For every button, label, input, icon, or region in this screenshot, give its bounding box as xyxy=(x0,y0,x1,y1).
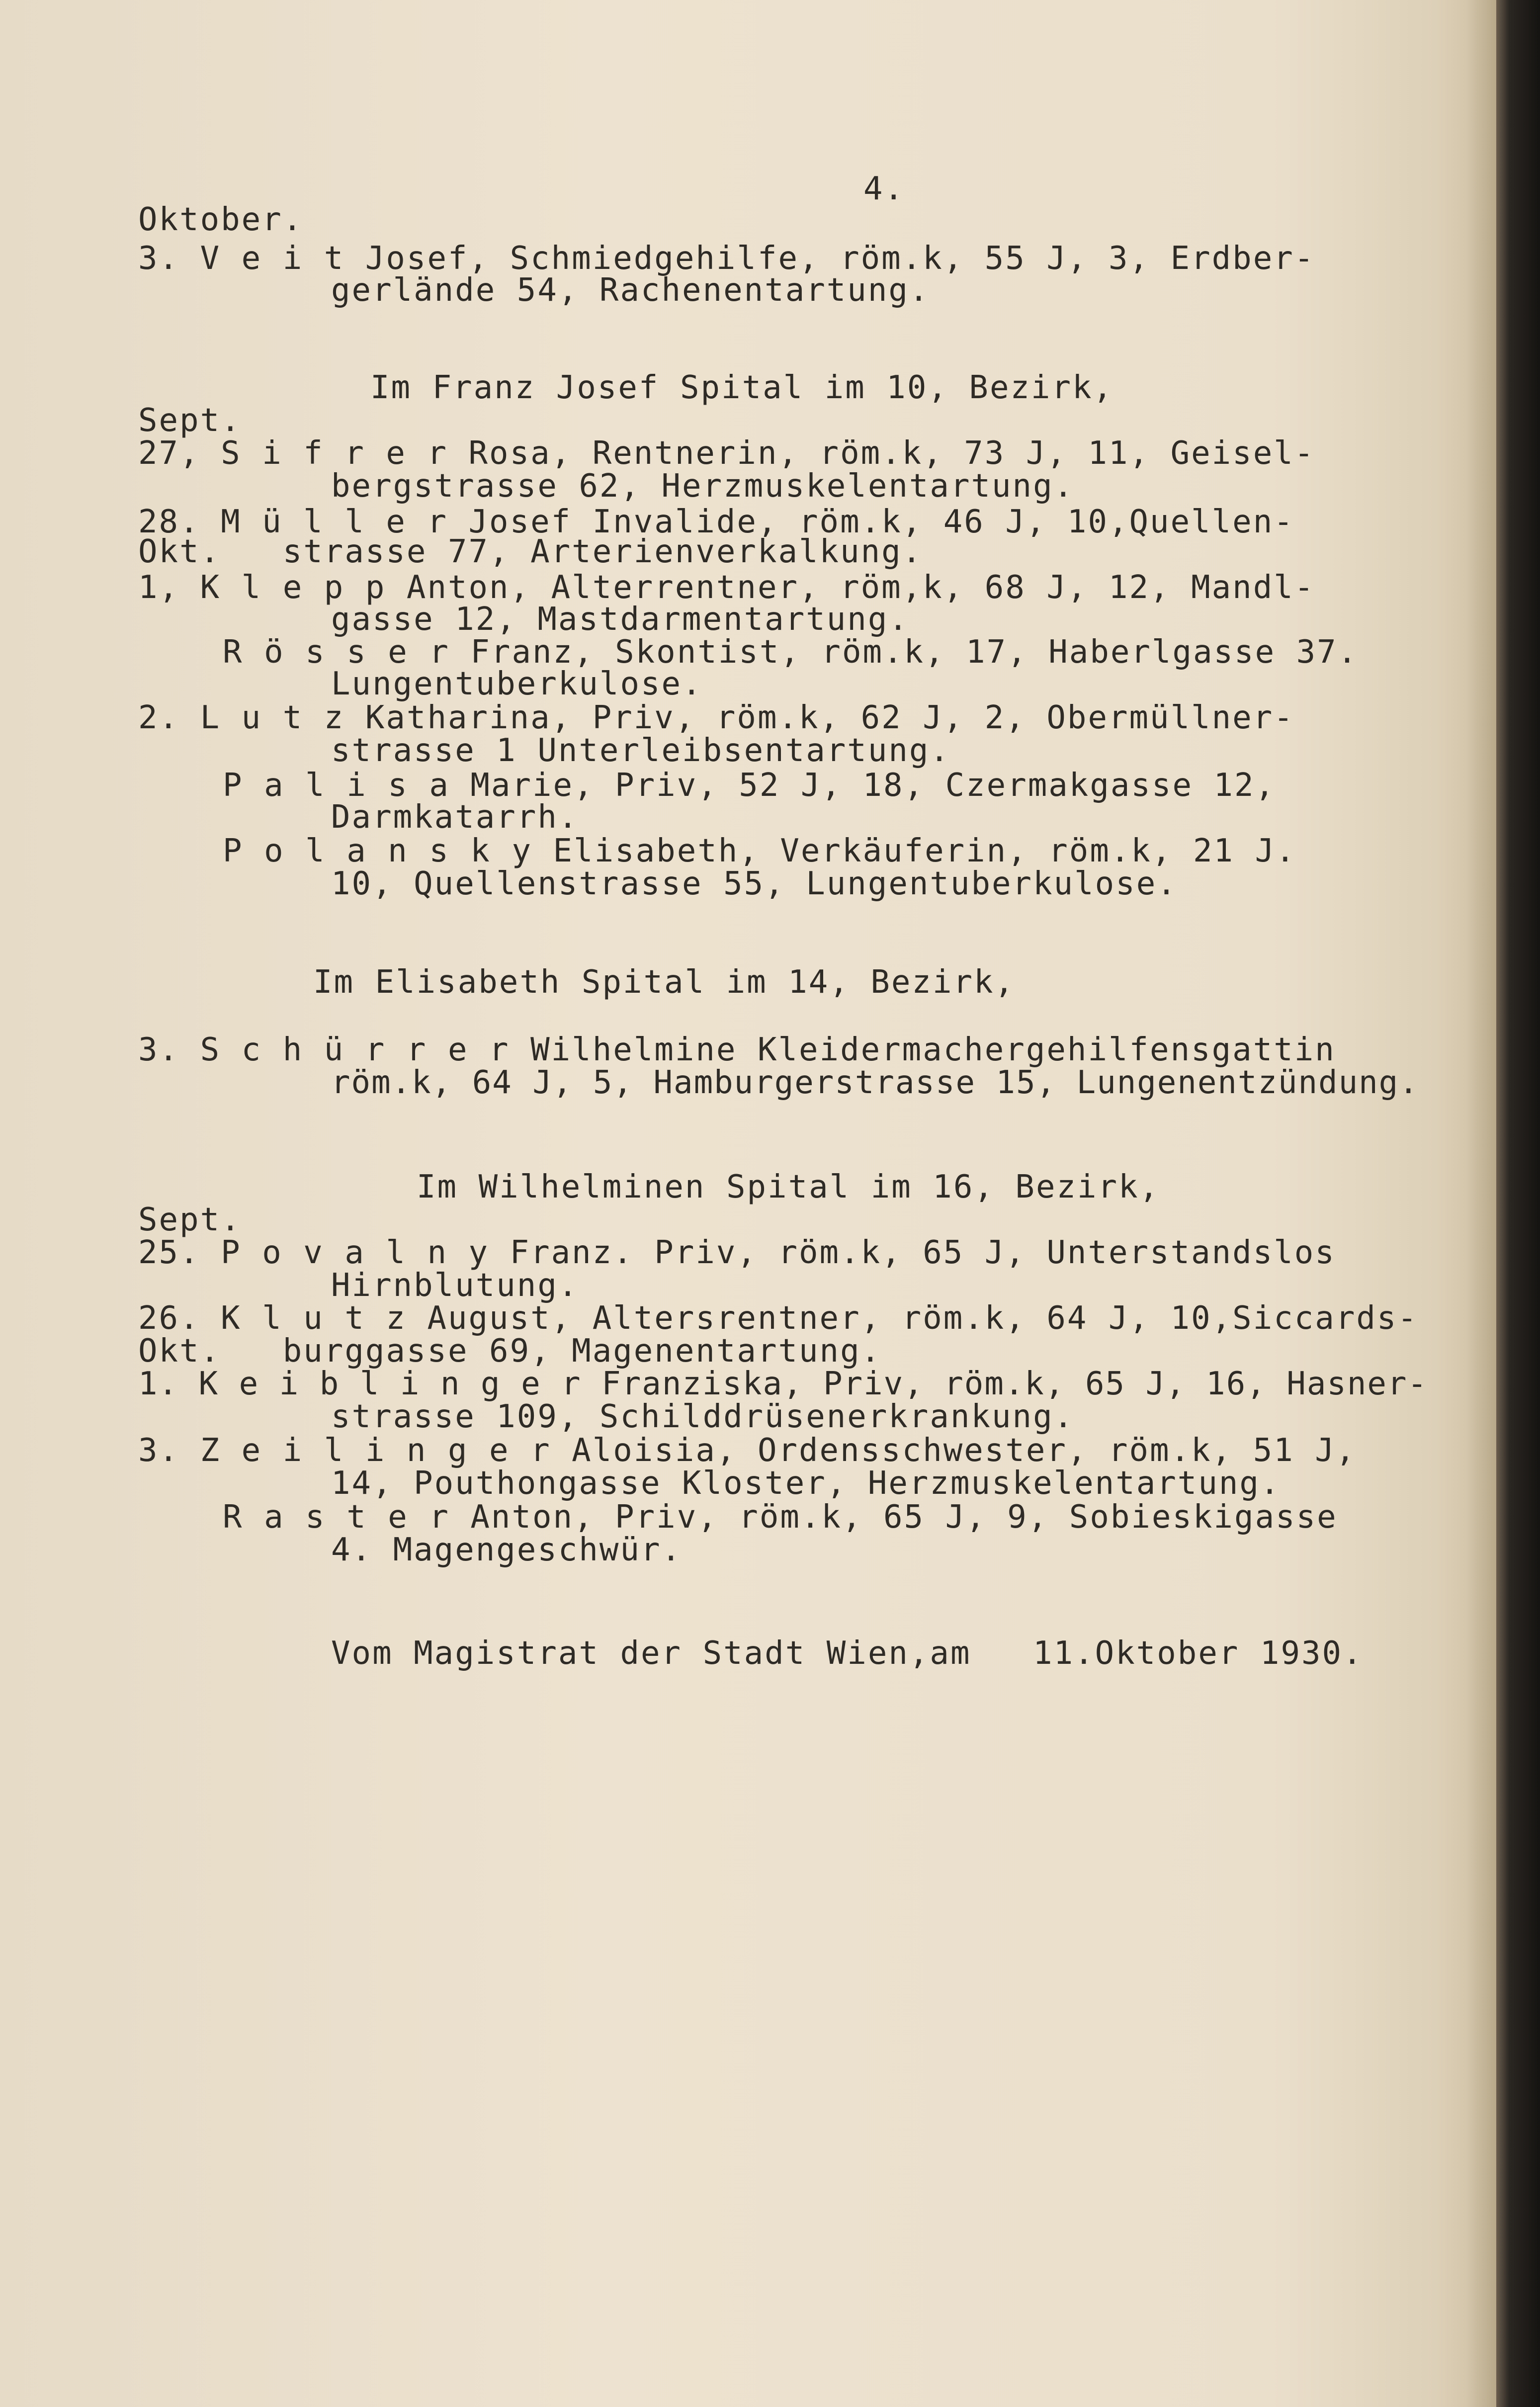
entry-keiblinger: 1. K e i b l i n g e r Franziska, Priv, röm.k, 65 J, 16, Hasner- xyxy=(138,1366,1428,1402)
entry-raster: R a s t e r Anton, Priv, röm.k, 65 J, 9, Sobieskigasse xyxy=(223,1499,1338,1536)
entry-klutz-cont: Okt. burggasse 69, Magenentartung. xyxy=(138,1333,882,1370)
entry-mueller-cont: Okt. strasse 77, Arterienverkalkung. xyxy=(138,533,923,570)
entry-keiblinger-cont: strasse 109, Schilddrüsenerkrankung. xyxy=(331,1398,1075,1435)
book-binding-edge xyxy=(1496,0,1540,2407)
page-number: 4. xyxy=(863,171,905,207)
entry-povalny: 25. P o v a l n y Franz. Priv, röm.k, 65 J, Unterstandslos xyxy=(138,1234,1336,1271)
month-heading-sept-2: Sept. xyxy=(138,1202,242,1238)
entry-lutz-cont: strasse 1 Unterleibsentartung. xyxy=(331,732,950,769)
entry-zeilinger: 3. Z e i l i n g e r Aloisia, Ordensschwester, röm.k, 51 J, xyxy=(138,1432,1357,1469)
entry-zeilinger-cont: 14, Pouthongasse Kloster, Herzmuskelentartung. xyxy=(331,1465,1281,1502)
month-heading-october: Oktober. xyxy=(138,201,304,238)
entry-roesser: R ö s s e r Franz, Skontist, röm.k, 17, Haberlgasse 37. xyxy=(223,634,1359,671)
entry-sifrer: 27, S i f r e r Rosa, Rentnerin, röm.k, 73 J, 11, Geisel- xyxy=(138,435,1315,472)
closing-signature-line: Vom Magistrat der Stadt Wien,am 11.Oktober 1930. xyxy=(331,1635,1364,1672)
section-heading-wilhelminen-spital: Im Wilhelminen Spital im 16, Bezirk, xyxy=(417,1169,1160,1205)
entry-palisa-cont: Darmkatarrh. xyxy=(331,799,579,836)
entry-schuerrer-cont: röm.k, 64 J, 5, Hamburgerstrasse 15, Lungenentzündung. xyxy=(331,1064,1419,1101)
entry-lutz: 2. L u t z Katharina, Priv, röm.k, 62 J, 2, Obermüllner- xyxy=(138,699,1294,736)
entry-klutz: 26. K l u t z August, Altersrentner, röm.k, 64 J, 10,Siccards- xyxy=(138,1300,1418,1337)
entry-veit-cont: gerlände 54, Rachenentartung. xyxy=(331,272,930,309)
entry-raster-cont: 4. Magengeschwür. xyxy=(331,1532,683,1568)
entry-klepp: 1, K l e p p Anton, Alterrentner, röm,k, 68 J, 12, Mandl- xyxy=(138,569,1315,606)
page-edge-shadow xyxy=(1466,0,1496,2407)
section-heading-elisabeth-spital: Im Elisabeth Spital im 14, Bezirk, xyxy=(313,964,1016,1001)
entry-povalny-cont: Hirnblutung. xyxy=(331,1267,579,1304)
entry-polansky: P o l a n s k y Elisabeth, Verkäuferin, röm.k, 21 J. xyxy=(223,833,1296,869)
entry-sifrer-cont: bergstrasse 62, Herzmuskelentartung. xyxy=(331,468,1075,505)
section-heading-franz-josef-spital: Im Franz Josef Spital im 10, Bezirk, xyxy=(370,369,1114,406)
entry-roesser-cont: Lungentuberkulose. xyxy=(331,666,703,702)
entry-mueller: 28. M ü l l e r Josef Invalide, röm.k, 46 J, 10,Quellen- xyxy=(138,504,1294,540)
entry-palisa: P a l i s a Marie, Priv, 52 J, 18, Czermakgasse 12, xyxy=(223,767,1276,804)
month-heading-sept: Sept. xyxy=(138,402,242,439)
entry-schuerrer: 3. S c h ü r r e r Wilhelmine Kleidermachergehilfensgattin xyxy=(138,1032,1336,1068)
entry-veit: 3. V e i t Josef, Schmiedgehilfe, röm.k, 55 J, 3, Erdber- xyxy=(138,240,1315,277)
entry-klepp-cont: gasse 12, Mastdarmentartung. xyxy=(331,601,909,638)
entry-polansky-cont: 10, Quellenstrasse 55, Lungentuberkulose. xyxy=(331,865,1178,902)
